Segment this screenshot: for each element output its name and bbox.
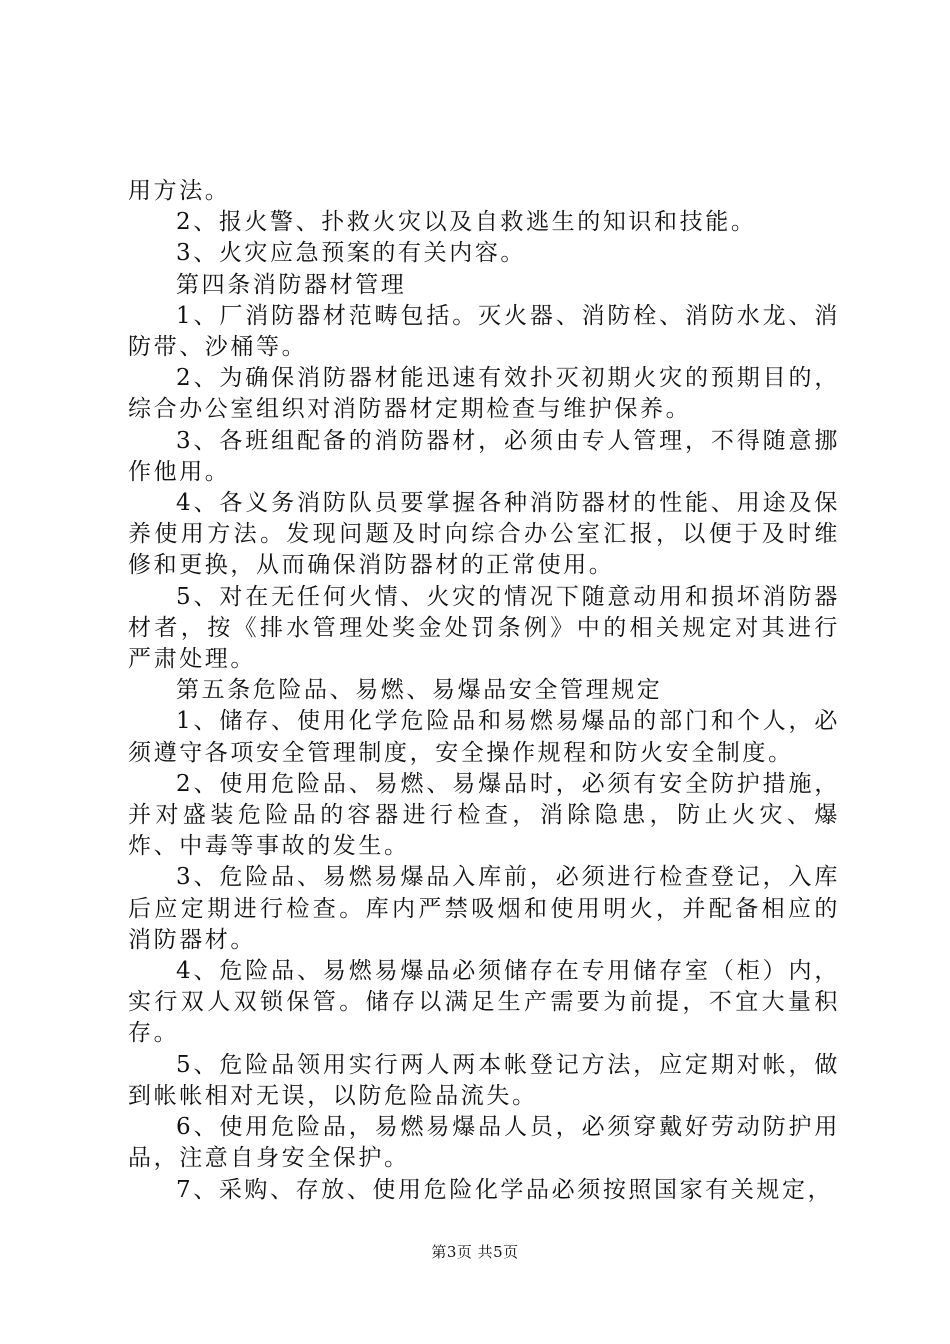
- paragraph-article-4-item-1: 1、厂消防器材范畴包括。灭火器、消防栓、消防水龙、消防带、沙桶等。: [128, 302, 840, 361]
- paragraph-article-5-item-7: 7、采购、存放、使用危险化学品必须按照国家有关规定，: [176, 1176, 834, 1203]
- paragraph-item-3-emergency-plan: 3、火灾应急预案的有关内容。: [176, 240, 527, 267]
- paragraph-article-4-item-3: 3、各班组配备的消防器材，必须由专人管理，不得随意挪作他用。: [128, 427, 840, 485]
- paragraph-article-5-item-5: 5、危险品领用实行两人两本帐登记方法，应定期对帐，做到帐帐相对无误，以防危险品流失。: [128, 1051, 840, 1109]
- paragraph-article-5-item-4: 4、危险品、易燃易爆品必须储存在专用储存室（柜）内，实行双人双锁保管。储存以满足生产需要为前提，不宜大量积存。: [128, 958, 840, 1047]
- paragraph-article-4-item-5: 5、对在无任何火情、火灾的情况下随意动用和损坏消防器材者，按《排水管理处奖金处罚条例》中的相关规定对其进行严肃处理。: [128, 583, 840, 673]
- paragraph-article-5-item-2: 2、使用危险品、易燃、易爆品时，必须有安全防护措施，并对盛装危险品的容器进行检查，消除隐患，防止火灾、爆炸、中毒等事故的发生。: [128, 770, 840, 860]
- section-heading-article-4: 第四条消防器材管理: [176, 271, 407, 298]
- page-number-footer: 第3页 共5页: [431, 1243, 519, 1261]
- paragraph-article-5-item-1: 1、储存、使用化学危险品和易燃易爆品的部门和个人，必须遵守各项安全管理制度，安全操作规程和防火安全制度。: [128, 708, 840, 766]
- paragraph-continued: 用方法。: [128, 178, 231, 204]
- paragraph-article-5-item-3: 3、危险品、易燃易爆品入库前，必须进行检查登记，入库后应定期进行检查。库内严禁吸烟和使用明火，并配备相应的消防器材。: [128, 864, 840, 953]
- paragraph-article-4-item-2: 2、为确保消防器材能迅速有效扑灭初期火灾的预期目的，综合办公室组织对消防器材定期检查与维护保养。: [128, 365, 840, 423]
- section-heading-article-5: 第五条危险品、易燃、易爆品安全管理规定: [176, 677, 663, 704]
- paragraph-item-2-fire-alarm: 2、报火警、扑救火灾以及自救逃生的知识和技能。: [176, 209, 757, 236]
- document-body: [128, 176, 840, 1206]
- paragraph-article-4-item-4: 4、各义务消防队员要掌握各种消防器材的性能、用途及保养使用方法。发现问题及时向综合办公室汇报，以便于及时维修和更换，从而确保消防器材的正常使用。: [128, 490, 840, 579]
- paragraph-article-5-item-6: 6、使用危险品，易燃易爆品人员，必须穿戴好劳动防护用品，注意自身安全保护。: [128, 1114, 840, 1172]
